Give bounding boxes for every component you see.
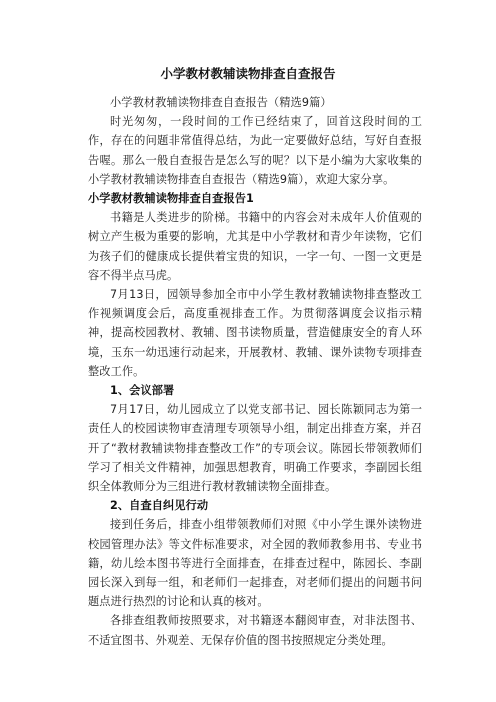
paragraph-2: 7月13日，园领导参加全市中小学生教材教辅读物排查整改工作视频调度会后，高度重视排查工作。为贯彻落调度会议指示精神，提高校园教材、教辅、图书读物质量，营造健康安全的育人环境，玉东一幼迅速行动起来，开展教材、教辅、课外读物专项排查整改工作。: [88, 288, 422, 378]
paragraph-1: 书籍是人类进步的阶梯。书籍中的内容会对未成年人价值观的树立产生极为重要的影响，尤其是中小学教材和青少年读物，它们为孩子们的健康成长提供着宝贵的知识，一字一句、一图一文更是容不得半点马虎。: [88, 211, 422, 282]
document-body: [88, 93, 422, 650]
intro-paragraph: 时光匆匆，一段时间的工作已经结束了，回首这段时间的工作，存在的问题非常值得总结，为此一定要做好总结，写好自查报告喔。那么一般自查报告是怎么写的呢？以下是小编为大家收集的小学教材教辅读物排查自查报告（精选9篇），欢迎大家分享。: [88, 115, 422, 186]
document-title: 小学教材教辅读物排查自查报告: [160, 66, 336, 81]
document-subtitle: 小学教材教辅读物排查自查报告（精选9篇）: [110, 96, 332, 109]
paragraph-5: 各排查组教师按照要求，对书籍逐本翻阅审查，对非法图书、不适宜图书、外观差、无保存价值的图书按照规定分类处理。: [88, 614, 422, 647]
report-heading: 小学教材教辅读物排查自查报告1: [88, 192, 254, 206]
section-heading-2: 2、自查自纠见行动: [110, 499, 209, 513]
paragraph-3: 7月17日，幼儿园成立了以党支部书记、园长陈颖同志为第一责任人的校园读物审查清理专项领导小组，制定出排查方案，并召开了“教材教辅读物排查整改工作”的专项会议。陈园长带领教师们学习了相关文件精神，加强思想教育，明确工作要求，李副园长组织全体教师分为三组进行教材教辅读物全面排查。: [88, 403, 422, 494]
paragraph-4: 接到任务后，排查小组带领教师们对照《中小学生课外读物进校园管理办法》等文件标准要求，对全园的教师教参用书、专业书籍，幼儿绘本图书等进行全面排查，在排查过程中，陈园长、李副园长深入到每一组，和老师们一起排查，对老师们提出的问题书问题点进行热烈的讨论和认真的核对。: [88, 518, 422, 609]
section-heading-1: 1、会议部署: [110, 384, 175, 398]
